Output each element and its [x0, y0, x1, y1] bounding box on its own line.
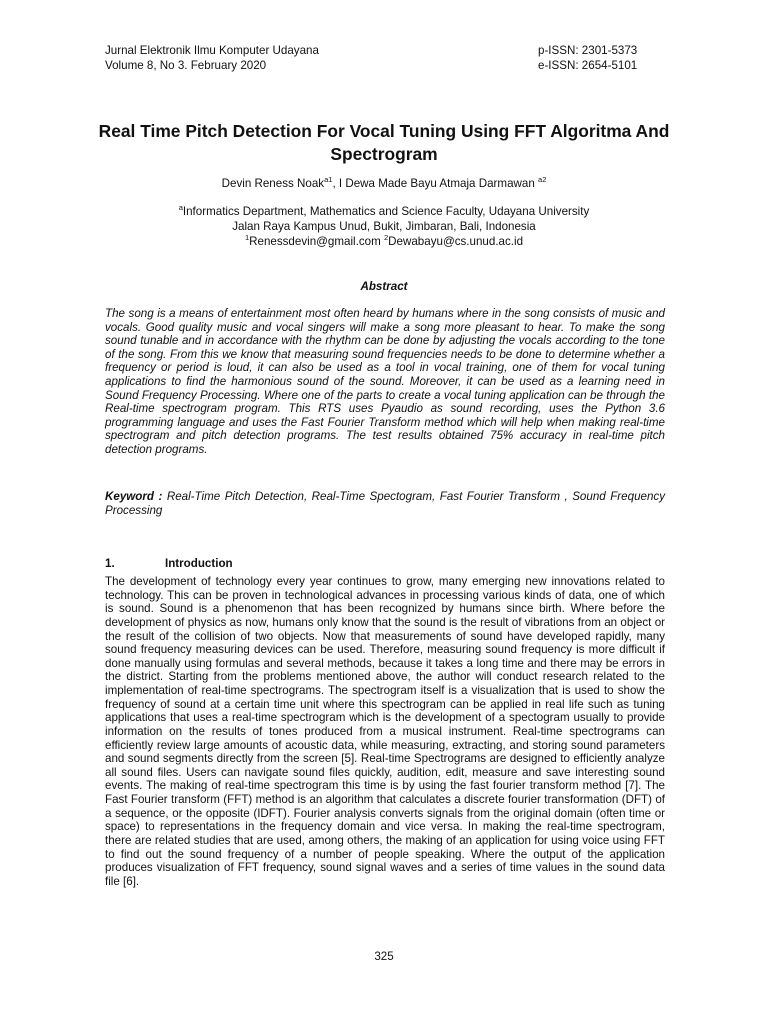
paper-title: Real Time Pitch Detection For Vocal Tuning Using FFT Algoritma And Spectrogram	[98, 121, 670, 164]
author-separator: ,	[332, 177, 339, 190]
keywords-block	[105, 490, 665, 517]
p-issn: p-ISSN: 2301-5373	[538, 44, 638, 57]
journal-volume: Volume 8, No 3. February 2020	[105, 59, 267, 72]
email-1-mark: 1	[244, 233, 250, 242]
abstract-heading: Abstract	[360, 280, 408, 293]
author-list	[90, 176, 678, 191]
journal-header	[105, 43, 663, 73]
affiliation-block	[90, 204, 678, 249]
keywords-text: Real-Time Pitch Detection, Real-Time Spectogram, Fast Fourier Transform , Sound Frequency Processing	[105, 490, 666, 517]
keywords-label: Keyword :	[105, 490, 163, 503]
email-2: Dewabayu@cs.unud.ac.id	[388, 235, 524, 248]
affiliation-emails	[90, 234, 678, 249]
affiliation-mark: a	[178, 203, 183, 212]
page-number: 325	[374, 950, 394, 963]
affiliation-address: Jalan Raya Kampus Unud, Bukit, Jimbaran, Bali, Indonesia	[232, 220, 536, 233]
email-2-mark: 2	[383, 233, 389, 242]
section-heading-introduction	[105, 557, 665, 570]
section-title: Introduction	[165, 557, 233, 570]
author-2: I Dewa Made Bayu Atmaja Darmawan	[338, 177, 535, 190]
introduction-text: The development of technology every year continues to grow, many emerging new innovations related to technology. This can be proven in technological advances in processing various kinds of data, one of which is sound. Sound is a phenomenon that has been recognized by humans since birth. Where before the development of physics as now, humans only know that the sound is the result of vibrations from an object or the result of the collision of two objects. Now that measurements of sound have developed rapidly, many sound frequency measuring devices can be used. Therefore, measuring sound frequency is more difficult if done manually using formulas and several methods, because it takes a long time and there may be errors in the district. Starting from the problems mentioned above, the author will conduct research related to the implementation of real-time spectrograms. The spectrogram itself is a visualization that is used to show the frequency of sound at a certain time unit where this spectrogram can be applied in real life such as tuning applications that uses a real-time spectrogram which is the development of a spectogram usually to provide information on the results of tones produced from a musical instrument. Real-time spectrograms can efficiently review large amounts of acoustic data, while measuring, extracting, and storing sound parameters and sound segments directly from the screen [5]. Real-time Spectrograms are designed to efficiently analyze all sound files. Users can navigate sound files quickly, audition, edit, measure and save interesting sound events. The making of real-time spectrogram this time is by using the fast fourier transform method [7]. The Fast Fourier transform (FFT) method is an algorithm that calculates a discrete fourier transformation (DFT) of a sequence, or the opposite (IDFT). Fourier analysis converts signals from the original domain (often time or space) to representations in the frequency domain and vice versa. In making the real-time spectrogram, there are related studies that are used, among others, the making of an application for using voice using FFT to find out the sound frequency of a number of people speaking. Where the output of the application produces visualization of FFT frequency, sound signal waves and a series of time values in the sound data file [6].	[105, 575, 665, 888]
author-1-affil-mark: a1	[324, 175, 333, 184]
author-1: Devin Reness Noak	[221, 177, 325, 190]
abstract-text: The song is a means of entertainment most often heard by humans where in the song consists of music and vocals. Good quality music and vocal singers will make a song more pleasant to hear. To make the song sound tunable and in accordance with the rhythm can be done by adjusting the vocals according to the tone of the song. From this we know that measuring sound frequencies needs to be done to determine whether a frequency or period is loud, it can also be used as a tool in vocal training, one of them for vocal tuning applications to find the harmonious sound of the sound. Moreover, it can be used as a learning need in Sound Frequency Processing. Where one of the parts to create a vocal tuning application can be through the Real-time spectrogram program. This RTS uses Pyaudio as sound recording, uses the Python 3.6 programming language and uses the Fast Fourier Transform method which will help when making real-time spectrogram and pitch detection programs. The test results obtained 75% accuracy in real-time pitch detection programs.	[105, 307, 665, 456]
e-issn: e-ISSN: 2654-5101	[538, 59, 638, 72]
author-2-affil-mark: a2	[538, 175, 547, 184]
email-1: Renessdevin@gmail.com	[249, 235, 381, 248]
affiliation-department: $^a$Informatics Department, Mathematics and Science Faculty, Udayana University	[178, 203, 590, 218]
journal-name: Jurnal Elektronik Ilmu Komputer Udayana	[105, 44, 319, 57]
section-number: 1.	[105, 557, 115, 570]
